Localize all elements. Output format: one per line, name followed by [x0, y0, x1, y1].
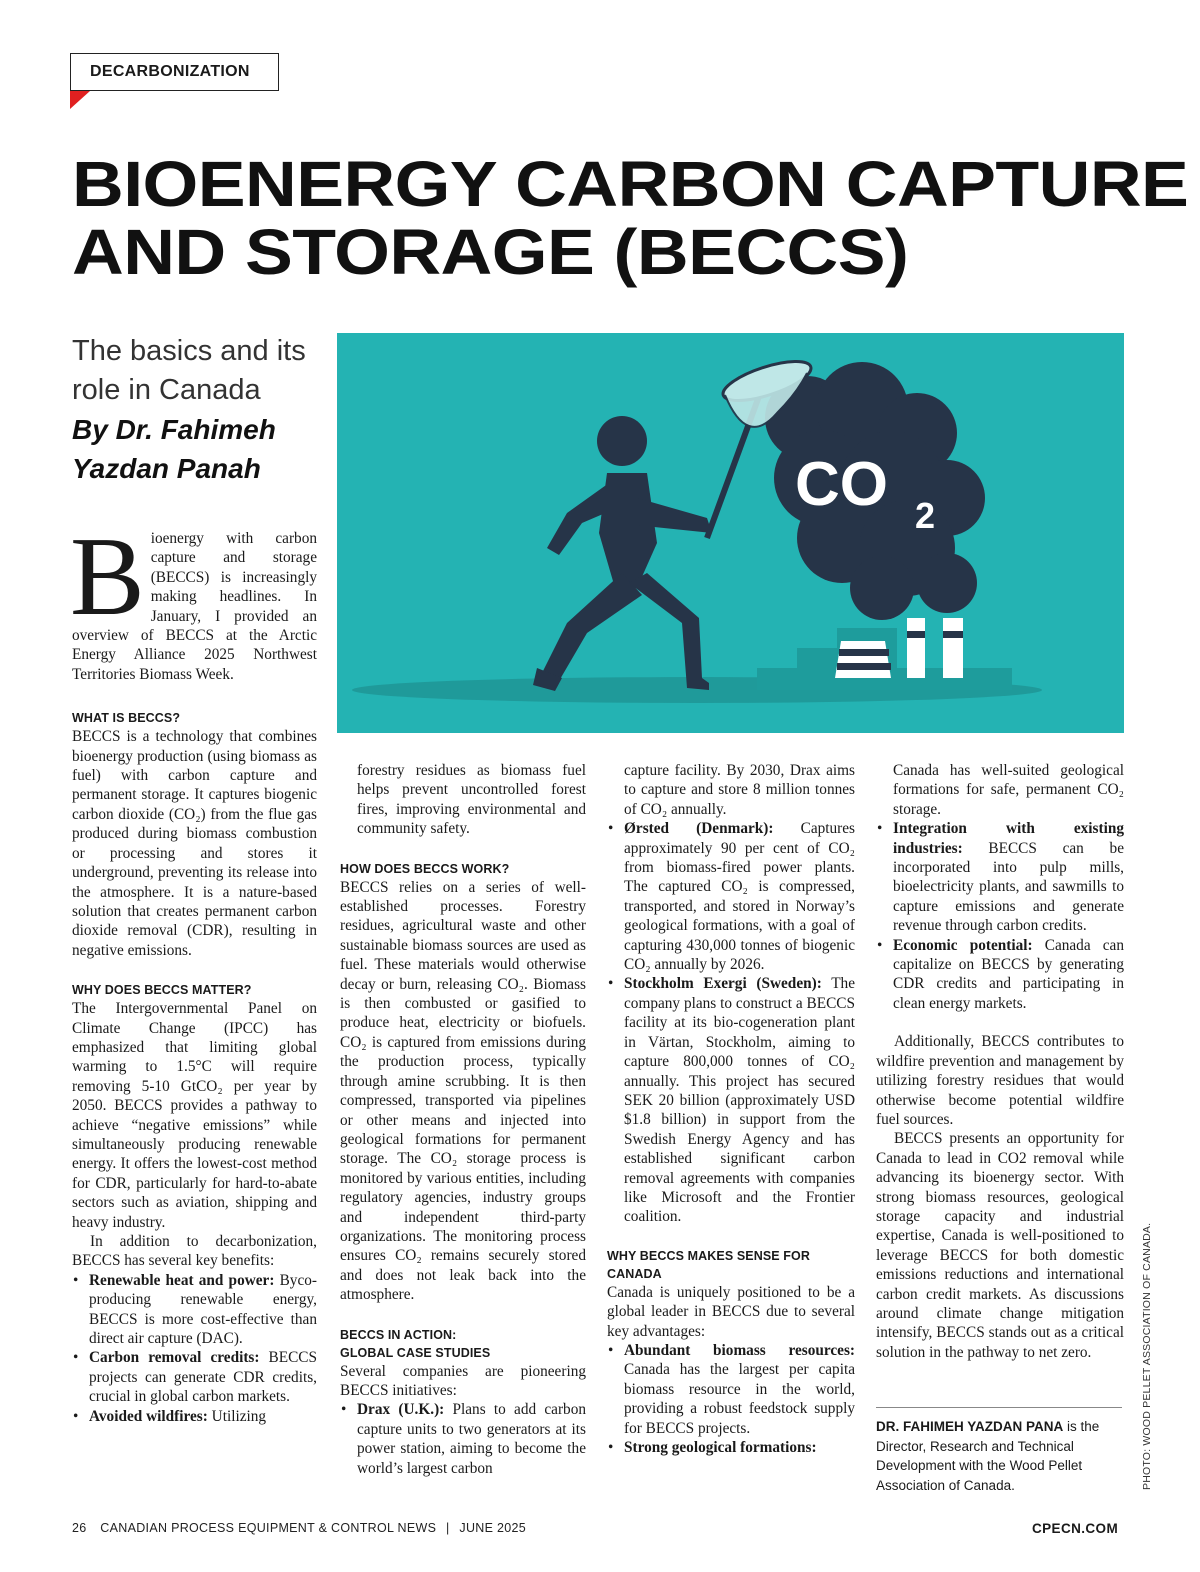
- issue-date: JUNE 2025: [459, 1521, 527, 1535]
- hero-illustration: [337, 333, 1124, 733]
- section-tag: DECARBONIZATION: [70, 53, 279, 91]
- intro-paragraph: [70, 515, 317, 684]
- list-item: • Renewable heat and power: Byco-producing renewable energy, BECCS is more cost-effective than direct air capture (DAC).: [72, 1271, 317, 1349]
- paragraph-how-beccs-works: BECCS relies on a series of well-established processes. Forestry residues, agricultural waste and other sustainable biomass sources are used as fuel. These materials would otherwise decay or burn, releasing CO₂. Biomass is then combusted or gasified to produce heat, electricity or biofuels. CO₂ is captured from emissions during the production process, typically through amine scrubbing. It is then compressed, transported via pipelines or other means and injected into geological formations for permanent storage. The CO₂ storage process is monitored by various entities, including regulatory agencies, industry groups and independent third-party organizations. The monitoring process ensures CO₂ remains securely stored and does not leak back into the atmosphere.: [340, 878, 586, 1304]
- page-number: 26: [72, 1521, 87, 1535]
- headline-line-2: AND STORAGE (BECCS): [72, 216, 909, 288]
- author-bio-text: is the Director, Research and Technical Development with the Wood Pellet Association of Canada.: [876, 1419, 1100, 1493]
- heading-why-beccs-canada: WHY BECCS MAKES SENSE FOR CANADA: [607, 1248, 810, 1281]
- column-1: [70, 515, 317, 1426]
- paragraph-wildfire: Additionally, BECCS contributes to wildfire prevention and management by utilizing forestry residues that would otherwise become potential wildfire fuel sources.: [876, 1033, 1124, 1128]
- paragraph-continued: forestry residues as biomass fuel helps prevent uncontrolled forest fires, improving environmental and community safety.: [357, 762, 586, 838]
- paragraph-case-studies-intro: Several companies are pioneering BECCS initiatives:: [340, 1362, 586, 1399]
- site-url: CPECN.COM: [1032, 1521, 1119, 1536]
- list-item: • Abundant biomass resources: Canada has the largest per capita biomass resource in the world, providing a robust feedstock supply for BECCS projects.: [607, 1341, 855, 1438]
- co2-subscript: 2: [915, 495, 936, 536]
- photo-credit: PHOTO: WOOD PELLET ASSOCIATION OF CANADA.: [1141, 1222, 1153, 1490]
- heading-how-beccs-works: HOW DOES BECCS WORK?: [340, 861, 510, 876]
- list-item: • Drax (U.K.): Plans to add carbon capture units to two generators at its power station, aiming to become the world’s largest carbon: [340, 1400, 586, 1478]
- subtitle: The basics and its role in Canada: [72, 335, 306, 406]
- paragraph-benefits-intro: In addition to decarbonization, BECCS has several key benefits:: [72, 1233, 317, 1270]
- list-item: • Integration with existing industries: BECCS can be incorporated into pulp mills, bioelectricity plants, and sawmills to capture emissions and generate revenue through carbon credits.: [876, 819, 1124, 935]
- headline: [72, 150, 1200, 286]
- list-item: • Stockholm Exergi (Sweden): The company plans to construct a BECCS facility at its bio-cogeneration plant in Värtan, Stockholm, aiming to capture 800,000 tonnes of CO₂ annually. This project has secured SEK 20 billion (approximately USD $1.8 billion) in support from the Swedish Energy Agency and has established significant carbon removal agreements with companies like Microsoft and the Frontier coalition.: [607, 974, 855, 1226]
- author-bio-name: DR. FAHIMEH YAZDAN PANA: [876, 1419, 1064, 1434]
- co2-capture-illustration: [337, 333, 1124, 733]
- column-4: [876, 761, 1124, 1362]
- paragraph-conclusion: BECCS presents an opportunity for Canada to lead in CO2 removal while advancing its bioenergy sector. With strong biomass resources, geological storage capacity and industrial expertise, Canada is well-positioned to leverage BECCS for both domestic emissions reductions and international carbon credit markets. As discussions around climate change mitigation intensify, BECCS stands out as a critical solution in the pathway to net zero.: [876, 1130, 1124, 1361]
- column-2: [340, 761, 586, 1478]
- heading-why-beccs-matters: WHY DOES BECCS MATTER?: [72, 983, 252, 998]
- footer: [72, 1521, 526, 1535]
- headline-line-1: BIOENERGY CARBON CAPTURE: [72, 148, 1189, 220]
- bio-divider: [876, 1407, 1122, 1408]
- co2-label: CO: [795, 450, 888, 519]
- paragraph-canada-advantages: Canada is uniquely positioned to be a global leader in BECCS due to several key advantages:: [607, 1283, 855, 1340]
- author-bio: [876, 1417, 1126, 1495]
- list-item: • Economic potential: Canada can capitalize on BECCS by generating CDR credits and participating in clean energy markets.: [876, 936, 1124, 1014]
- paragraph-what-is-beccs: BECCS is a technology that combines bioenergy production (using biomass as fuel) with carbon capture and permanent storage. It captures biogenic carbon dioxide (CO₂) from the flue gas produced during biomass combustion or processing and stores it underground, preventing its release into the atmosphere. It is a nature-based solution that creates permanent carbon dioxide removal (CDR), resulting in negative emissions.: [72, 728, 317, 959]
- drop-cap: B: [70, 515, 145, 639]
- heading-beccs-in-action: BECCS IN ACTION:: [340, 1327, 457, 1342]
- list-item: • Avoided wildfires: Utilizing: [72, 1407, 317, 1426]
- list-item: • Carbon removal credits: BECCS projects can generate CDR credits, crucial in global carbon markets.: [72, 1348, 317, 1406]
- byline: By Dr. Fahimeh Yazdan Panah: [72, 414, 276, 484]
- column-3: [607, 761, 855, 1457]
- intro-text: ioenergy with carbon capture and storage (BECCS) is increasingly making headlines. In January, I provided an overview of BECCS at the Arctic Energy Alliance 2025 Northwest Territories Biomass Week.: [72, 530, 317, 683]
- list-item: • Ørsted (Denmark): Captures approximately 90 per cent of CO₂ from biomass-fired power plants. The captured CO₂ is compressed, transported, and stored in Norway’s geological formations, with a goal of capturing 430,000 tonnes of biogenic CO₂ annually by 2026.: [607, 819, 855, 974]
- heading-what-is-beccs: WHAT IS BECCS?: [72, 711, 181, 726]
- paragraph-continued: Canada has well-suited geological formations for safe, permanent CO₂ storage.: [893, 762, 1124, 818]
- heading-global-case-studies: GLOBAL CASE STUDIES: [340, 1345, 491, 1360]
- list-item: • Strong geological formations:: [607, 1438, 855, 1457]
- paragraph-continued: capture facility. By 2030, Drax aims to capture and store 8 million tonnes of CO₂ annually.: [624, 762, 855, 818]
- paragraph-why-beccs-matters: The Intergovernmental Panel on Climate Change (IPCC) has emphasized that limiting global warming to 1.5°C will require removing 5-10 GtCO₂ per year by 2050. BECCS provides a pathway to achieve “negative emissions” while simultaneously producing renewable energy. It offers the lowest-cost method for CDR, particularly for hard-to-abate sectors such as aviation, shipping and heavy industry.: [72, 1000, 317, 1231]
- footer-separator: |: [446, 1521, 450, 1535]
- publication-name: CANADIAN PROCESS EQUIPMENT & CONTROL NEWS: [100, 1521, 437, 1535]
- section-tag-corner: [70, 91, 90, 109]
- running-person-icon: [533, 416, 712, 691]
